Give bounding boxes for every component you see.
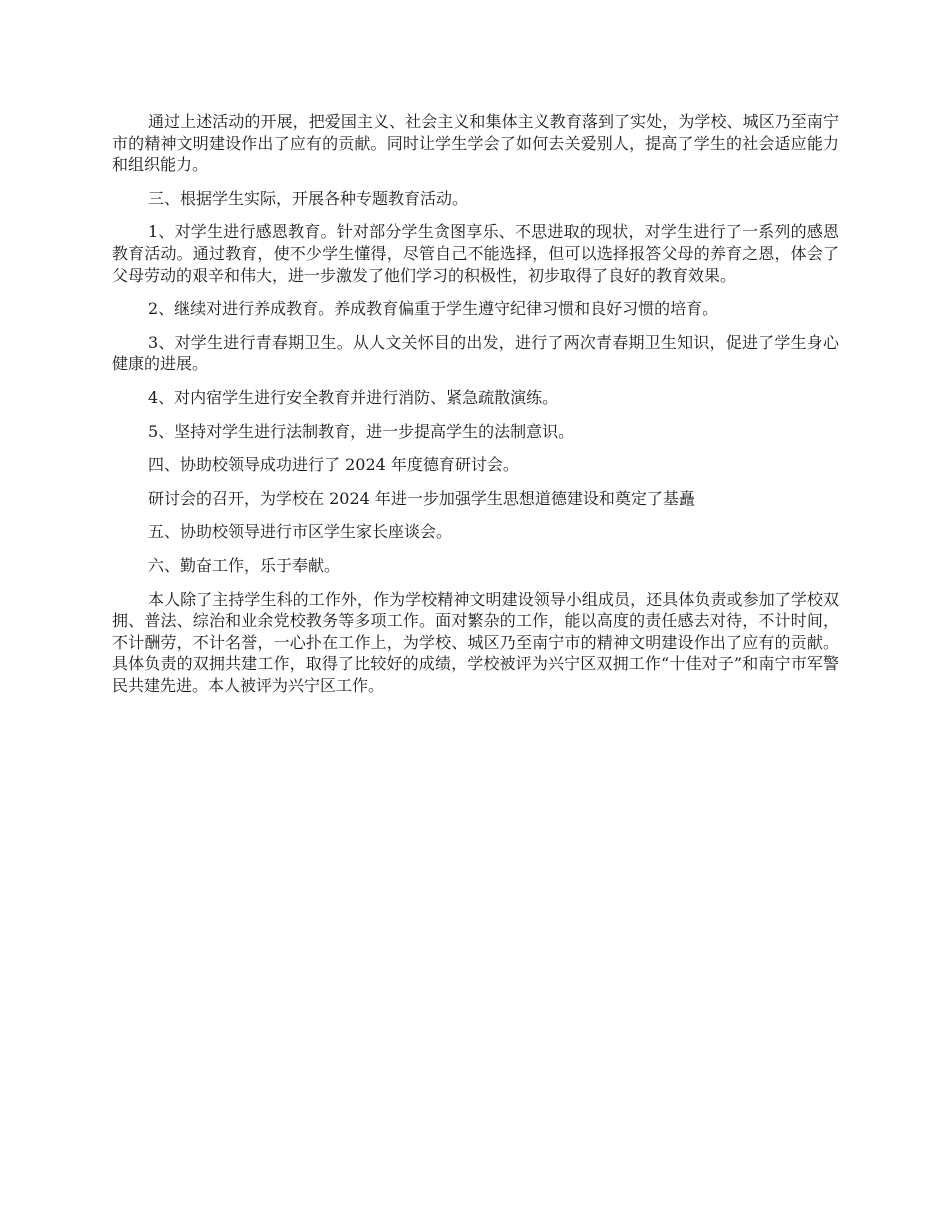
paragraph: 5、坚持对学生进行法制教育，进一步提高学生的法制意识。 (148, 421, 575, 441)
section-heading-5: 五、协助校领导进行市区学生家长座谈会。 (148, 522, 453, 542)
section-heading-3: 三、根据学生实际，开展各种专题教育活动。 (148, 188, 469, 208)
paragraph: 本人除了主持学生科的工作外，作为学校精神文明建设领导小组成员，还具体负责或参加了学校双拥、普法、综治和业余党校教务等多项工作。面对繁杂的工作，能以高度的责任感去对待，不计时间，不计酬劳，不计名誉，一心扑在工作上，为学校、城区乃至南宁市的精神文明建设作出了应有的贡献。具体负责的双拥共建工作，取得了比较好的成绩，学校被评为兴宁区双拥工作“十佳对子”和南宁市军警民共建先进。本人被评为兴宁区工作。 (112, 589, 839, 695)
paragraph: 3、对学生进行青春期卫生。从人文关怀目的出发，进行了两次青春期卫生知识，促进了学生身心健康的进展。 (112, 332, 839, 374)
paragraph: 2、继续对进行养成教育。养成教育偏重于学生遵守纪律习惯和良好习惯的培育。 (148, 299, 719, 319)
document-body (112, 111, 839, 708)
section-heading-6: 六、勤奋工作，乐于奉献。 (148, 555, 341, 575)
paragraph: 4、对内宿学生进行安全教育并进行消防、紧急疏散演练。 (148, 387, 559, 407)
paragraph: 研讨会的召开，为学校在 2024 年进一步加强学生思想道德建设和奠定了基矗 (148, 488, 695, 508)
section-heading-4: 四、协助校领导成功进行了 2024 年度德育研讨会。 (148, 455, 519, 475)
paragraph: 1、对学生进行感恩教育。针对部分学生贪图享乐、不思进取的现状，对学生进行了一系列的感恩教育活动。通过教育，使不少学生懂得，尽管自己不能选择，但可以选择报答父母的养育之恩，体会了父母劳动的艰辛和伟大，进一步激发了他们学习的积极性，初步取得了良好的教育效果。 (112, 222, 839, 285)
paragraph: 通过上述活动的开展，把爱国主义、社会主义和集体主义教育落到了实处，为学校、城区乃至南宁市的精神文明建设作出了应有的贡献。同时让学生学会了如何去关爱别人，提高了学生的社会适应能力和组织能力。 (112, 112, 839, 175)
